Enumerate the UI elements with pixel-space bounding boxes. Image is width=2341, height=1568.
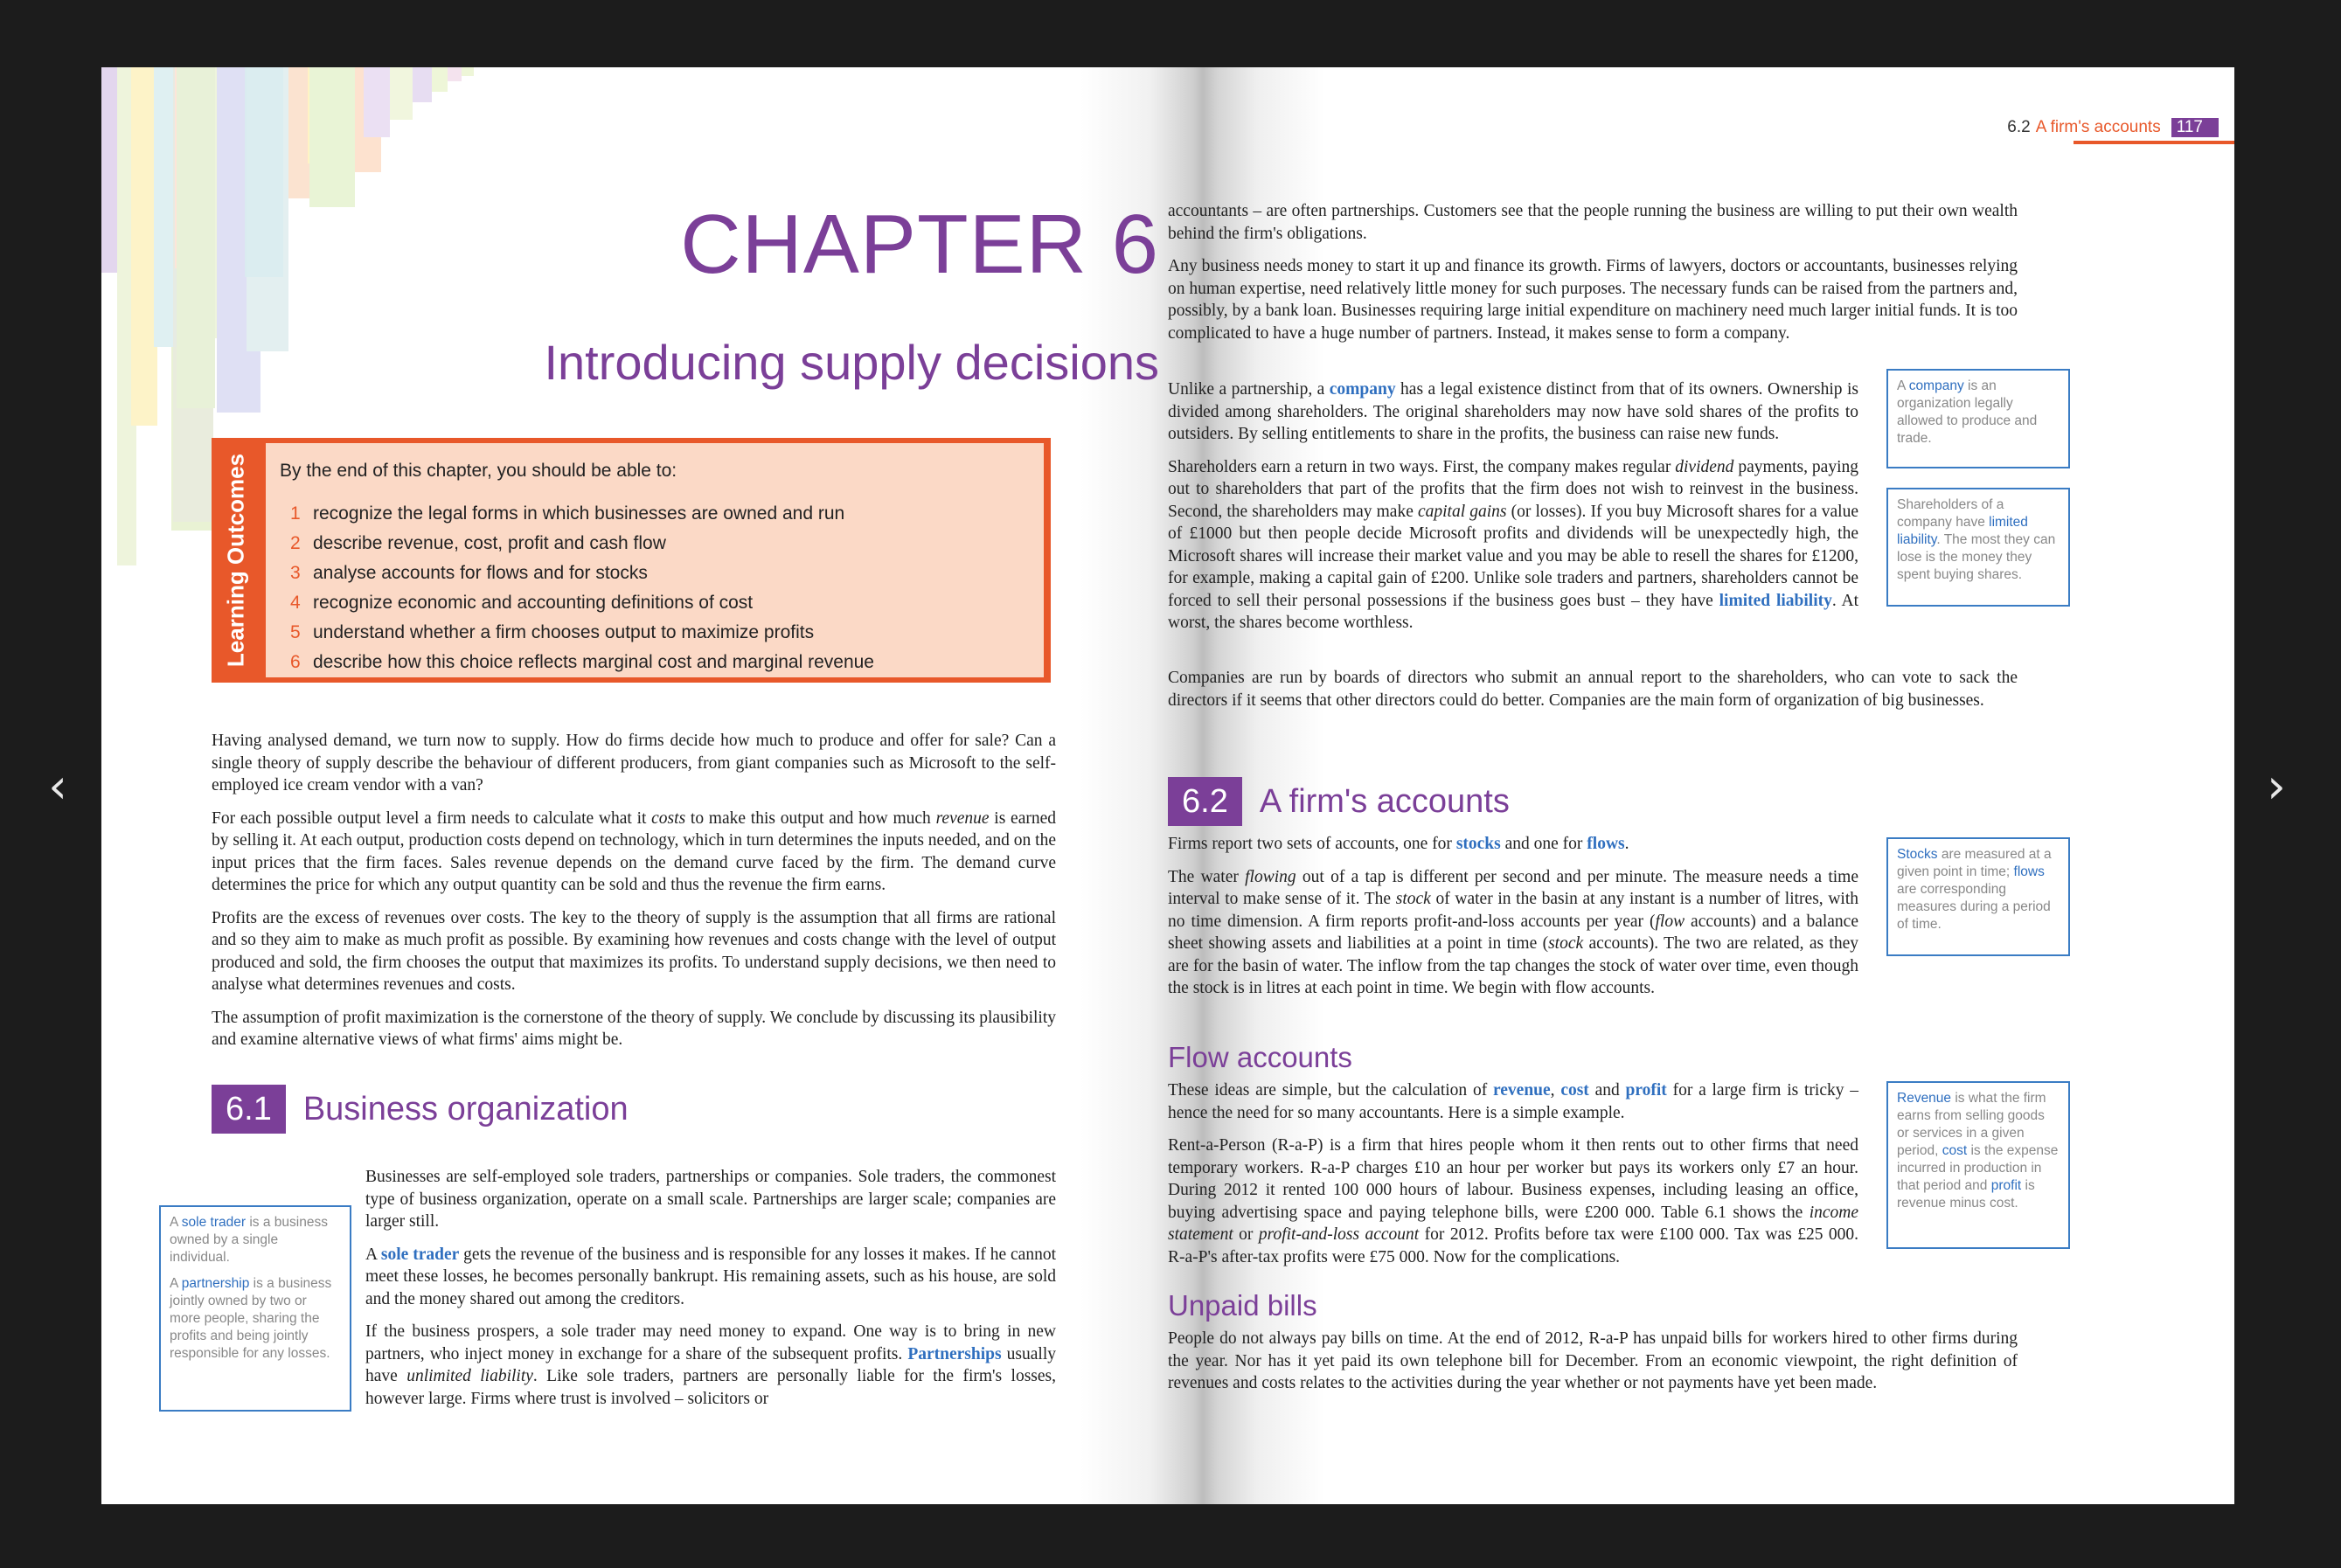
list-item: 2 describe revenue, cost, profit and cash flow bbox=[290, 533, 666, 553]
right-company-text bbox=[1168, 378, 1858, 645]
paragraph: The assumption of profit maximization is the cornerstone of the theory of supply. We conclude by discussing its plausibility and examine alternative views of what firms' aims might be. bbox=[212, 1008, 1056, 1049]
subheading-flow-accounts: Flow accounts bbox=[1168, 1041, 1352, 1073]
margin-note-sole-trader: A sole trader is a business owned by a single individual. A partnership is a business jointly owned by two or more people, sharing the profits and being jointly responsible for any losses. bbox=[159, 1205, 351, 1412]
right-directors-text bbox=[1168, 667, 2018, 722]
section-heading-6-1 bbox=[212, 1085, 629, 1134]
paragraph: Having analysed demand, we turn now to supply. How do firms decide how much to produce and offer for sale? Can a single theory of supply describe the behaviour of different producers, from giant companies such as Microsoft to the self-employed ice cream vendor with a van? bbox=[212, 732, 1056, 794]
section-title: A firm's accounts bbox=[1259, 782, 1510, 820]
section-title: Business organization bbox=[302, 1090, 629, 1127]
subheading-unpaid-bills: Unpaid bills bbox=[1168, 1289, 1317, 1322]
list-item: 6 describe how this choice reflects marginal cost and marginal revenue bbox=[290, 652, 874, 672]
running-head: 6.2 A firm's accounts 117 bbox=[2007, 118, 2219, 137]
paragraph: Firms report two sets of accounts, one for stocks and one for flows. bbox=[1168, 835, 1629, 853]
next-page-icon[interactable]: › bbox=[2267, 759, 2286, 814]
chapter-title: Introducing supply decisions bbox=[544, 335, 1159, 390]
paragraph: Shareholders earn a return in two ways. First, the company makes regular dividend payments, paying out to shareholders that part of the profits that the firm does not wish to reinvest in the business. Second, the shareholders may make capital gains (or losses). If you buy Microsoft shares for a value of £1000 but then people decide Microsoft profits and dividends will be unexpectedly high, the Microsoft shares will increase their market value and you may be able to resell the shares for £1200, for example, making a capital gain of £200. Unlike sole traders and partners, shareholders cannot be forced to sell their personal possessions if the business goes bust – they have limited liability. At worst, the shares become worthless. bbox=[1168, 457, 1858, 632]
paragraph: For each possible output level a firm needs to calculate what it costs to make this output and how much revenue is earned by selling it. At each output, production costs depend on technology, which in turn determines the inputs needed, and on the input prices that the firm faces. Sales revenue depends on the demand curve faced by the firm. The demand curve determines the price for which any output quantity can be sold and thus the revenue the firm earns. bbox=[212, 808, 1057, 894]
section-heading-6-2 bbox=[1168, 777, 1510, 826]
paragraph: People do not always pay bills on time. At the end of 2012, R-a-P has unpaid bills for workers hired to other firms during the year. Nor has it yet paid its own telephone bill for December. From an economic viewpoint, the right definition of revenues and costs relates to the activities during the year whether or not payments have yet been made. bbox=[1168, 1329, 2018, 1392]
learning-outcomes-list bbox=[290, 499, 874, 677]
margin-note-stocks-flows: Stocks are measured at a given point in time; flows are corresponding measures during a period of time. bbox=[1886, 837, 2070, 956]
paragraph: Businesses are self-employed sole traders, partnerships or companies. Sole traders, the commonest type of business organization, operate on a small scale. Partnerships are larger scale; companies are larger still. bbox=[365, 1168, 1056, 1231]
book-spread bbox=[101, 67, 2234, 1504]
paragraph: Companies are run by boards of directors who submit an annual report to the shareholders, who can vote to sack the directors if it seems that other directors could do better. Companies are the main form of organization of big businesses. bbox=[1168, 669, 2018, 710]
list-item: 4 recognize economic and accounting definitions of cost bbox=[290, 593, 754, 613]
paragraph: Profits are the excess of revenues over costs. The key to the theory of supply is the assumption that all firms are rational and so they aim to make as much profit as possible. By examining how revenues and costs change with the level of output produced and sold, the firm chooses the output that maximizes its profits. To understand supply decisions, we then need to analyse what determines revenues and costs. bbox=[212, 908, 1056, 994]
page-number: 117 bbox=[2171, 118, 2219, 137]
margin-note-revenue-cost-profit: Revenue is what the firm earns from selling goods or services in a given period, cost is the expense incurred in production in that period and profit is revenue minus cost. bbox=[1886, 1081, 2070, 1249]
paragraph: These ideas are simple, but the calculation of revenue, cost and profit for a large firm is tricky – hence the need for so many accountants. Here is a simple example. bbox=[1168, 1081, 1858, 1122]
paragraph: Unlike a partnership, a company has a legal existence distinct from that of its owners. Ownership is divided among shareholders. The original shareholders may now have sold shares of the profits to outsiders. By selling entitlements to share in the profits, the business can raise new funds. bbox=[1168, 380, 1858, 443]
flow-accounts-body bbox=[1168, 1079, 1858, 1279]
running-head-rule bbox=[1168, 141, 2234, 144]
chapter-intro bbox=[212, 730, 1056, 1062]
list-item: 3 analyse accounts for flows and for stocks bbox=[290, 563, 648, 583]
margin-note-company: A company is an organization legally allowed to produce and trade. bbox=[1886, 369, 2070, 468]
paragraph: Rent-a-Person (R-a-P) is a firm that hires people whom it then rents out to other firms that need temporary workers. R-a-P charges £10 an hour per worker but pays its workers only £7 an hour. During 2012 it rented 100 000 hours of labour. Business expenses, including leasing an office, buying advertising space and paying telephone bills, were £200 000. Table 6.1 shows the income statement or profit-and-loss account for 2012. Profits before tax were £100 000. Tax was £25 000. R-a-P's after-tax profits were £75 000. Now for the complications. bbox=[1168, 1136, 1859, 1266]
paragraph: If the business prospers, a sole trader may need money to expand. One way is to bring in new partners, who inject money in exchange for a share of the subsequent profits. Partnerships usually have unlimited liability. Like sole traders, partners are personally liable for the firm's losses, however large. Firms where trust is involved – solicitors or bbox=[365, 1322, 1057, 1408]
margin-note-limited-liability: Shareholders of a company have limited liability. The most they can lose is the money they spent buying shares. bbox=[1886, 488, 2070, 607]
list-item: 1 recognize the legal forms in which businesses are owned and run bbox=[290, 503, 845, 524]
right-top-text bbox=[1168, 200, 2018, 355]
right-page bbox=[1168, 67, 2234, 1504]
section-number: 6.1 bbox=[212, 1085, 286, 1134]
paragraph: A sole trader gets the revenue of the business and is responsible for any losses it makes. If he cannot meet these losses, he becomes personally bankrupt. His remaining assets, such as his house, are sold and the money shared out among the creditors. bbox=[365, 1245, 1056, 1308]
unpaid-bills-body bbox=[1168, 1328, 2018, 1405]
paragraph: accountants – are often partnerships. Customers see that the people running the business are willing to put their own wealth behind the firm's obligations. bbox=[1168, 202, 2018, 243]
learning-outcomes-intro: By the end of this chapter, you should be able to: bbox=[280, 461, 677, 481]
learning-outcomes-label: Learning Outcomes bbox=[222, 453, 249, 668]
section-6-2-body bbox=[1168, 833, 1858, 1010]
paragraph: Any business needs money to start it up and finance its growth. Firms of lawyers, doctors or accountants, businesses relying on human expertise, need relatively little money for such purposes. The necessary funds can be raised from the partners and, possibly, by a bank loan. Businesses requiring large initial expenditure on machinery need much larger initial funds. It is too complicated to have a huge number of partners. Instead, it makes sense to form a company. bbox=[1168, 257, 2018, 343]
paragraph: The water flowing out of a tap is different per second and per minute. The measure needs a time interval to make sense of it. The stock of water in the basin at any instant is a number of litres, with no time dimension. A firm reports profit-and-loss accounts per year (flow accounts) and a balance sheet showing assets and liabilities at a point in time (stock accounts). The two are related, as they are for the basin of water. The inflow from the tap changes the stock of water over time, even though the stock is in litres at each point in time. We begin with flow accounts. bbox=[1168, 867, 1858, 997]
left-page: CHAPTER 6 Introducing supply decisions Learning Outcomes By the end of this chapter, you should be able to: 1 recognize the legal forms in which businesses are owned and run 2 describe revenue, cost, profit and cash flow 3 analyse accounts for flows and for stocks 4 recognize economic and accounting definitions of cost 5 understand whether a firm chooses output to maximize profits 6 describe how this choice reflects marginal cost and marginal revenue Having analysed demand, we turn now to supply. How do firms decide how much to produce and offer for sale? Can a single theory of supply describe the behaviour of different producers, from giant companies such as Microsoft to the self-employed ice cream vendor with a van? For each possible output level a firm needs to calculate what it costs to make this output and how much revenue is earned by selling it. At each output, production costs depend on technology, which in turn determines the inputs needed, and on the input prices that the firm faces. Sales revenue depends on the demand curve faced by the firm. The demand curve determines the price for which any output quantity can be sold and thus the revenue the firm earns. Profits are the excess of revenues over costs. The key to the theory of supply is the assumption that all firms are rational and so they aim to make as much profit as possible. By examining how revenues and costs change with the level of output produced and sold, the firm chooses the output that maximizes its profits. To understand supply decisions, we then need to analyse what determines revenues and costs. The assumption of profit maximization is the cornerstone of the theory of supply. We conclude by discussing its plausibility and examine alternative views of what firms' aims might be. 6.1 Business organization A sole trader is a business owned by a single individual. A partnership is a business jointly owned by two or more people, sharing the profits and being jointly responsible for any losses. Businesses are self-employed sole traders, partnerships or companies. Sole traders, the commonest type of business organization, operate on a small scale. Partnerships are larger scale; companies are larger still. A sole trader gets the revenue of the business and is responsible for any losses it makes. If he cannot meet these losses, he becomes personally bankrupt. His remaining assets, such as his house, are sold and the money shared out among the creditors. If the business prospers, a sole trader may need money to expand. One way is to bring in new partners, who inject money in exchange for a share of the subsequent profits. Partnerships usually have unlimited liability. Like sole traders, partners are personally liable for the firm's losses, however large. Firms where trust is involved – solicitors or bbox=[101, 67, 1159, 1504]
section-6-1-body bbox=[365, 1166, 1056, 1420]
previous-page-icon[interactable]: ‹ bbox=[48, 759, 67, 814]
list-item: 5 understand whether a firm chooses output to maximize profits bbox=[290, 622, 815, 642]
learning-outcomes-box bbox=[212, 438, 1051, 683]
section-number: 6.2 bbox=[1168, 777, 1242, 826]
learning-outcomes-panel bbox=[266, 443, 1044, 677]
